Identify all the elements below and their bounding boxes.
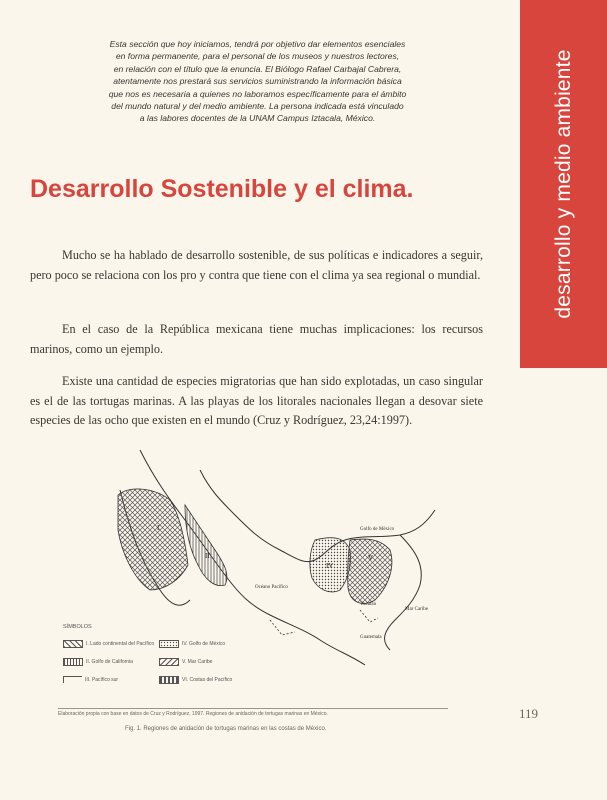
place-label: Golfo de México: [360, 527, 395, 532]
legend-title: SÍMBOLOS: [63, 624, 92, 630]
intro-line: en forma permanente, para el personal de los museos y nuestros lectores,: [115, 51, 400, 62]
region-label: IV: [326, 562, 334, 570]
legend-item: VI. Costas del Pacífico: [159, 676, 232, 684]
legend-item: III. Pacífico sur: [63, 676, 118, 683]
section-label: desarrollo y medio ambiente: [551, 49, 575, 319]
paragraph: [30, 246, 483, 285]
intro-line: Esta sección que hoy iniciamos, tendrá por objetivo dar elementos esenciales: [109, 39, 406, 49]
region-label: V: [368, 554, 374, 562]
footnote-rule: [58, 708, 448, 709]
place-label: Yucatán: [360, 602, 377, 607]
map-source: Elaboración propia con base en datos de Cruz y Rodríguez, 1997. Regiones de anidación de tortugas marinas en México.: [58, 711, 328, 717]
intro-line: atentamente nos prestará sus servicios suministrando la información básica: [113, 76, 402, 87]
legend-item: V. Mar Caribe: [159, 658, 212, 666]
region-label: I: [157, 524, 160, 532]
paragraph: [30, 372, 483, 431]
paragraph-text: Mucho se ha hablado de desarrollo sostenible, de sus políticas e indicadores a seguir, pero poco se relaciona con los pro y contra que tiene con el clima ya sea regional o mundial.: [30, 248, 483, 282]
place-label: Guatemala: [360, 635, 382, 640]
legend-item: I. Lado continental del Pacífico: [63, 640, 154, 648]
intro-text: [60, 38, 455, 125]
region-label: II: [205, 552, 210, 560]
paragraph: [30, 320, 483, 359]
paragraph-text: Existe una cantidad de especies migratorias que han sido explotadas, un caso singular es el de las tortugas marinas. A las playas de los litorales nacionales llegan a desovar siete especies de las ocho que existen en el mundo (Cruz y Rodríguez, 23,24:1997).: [30, 374, 483, 427]
intro-line: que nos es necesaria a quienes no laboramos específicamente para el ámbito: [108, 88, 407, 99]
place-label: Océano Pacífico: [255, 585, 288, 590]
place-label: Mar Caribe: [405, 607, 428, 612]
paragraph-text: En el caso de la República mexicana tiene muchas implicaciones: los recursos marinos, como un ejemplo.: [30, 322, 483, 356]
region-i: [118, 489, 188, 590]
intro-line: del mundo natural y del medio ambiente. La persona indicada está vinculado: [111, 101, 404, 112]
article-title: Desarrollo Sostenible y el clima.: [30, 175, 414, 203]
region-v: [348, 539, 392, 604]
region-ii: [185, 505, 227, 586]
intro-line: a las labores docentes de la UNAM Campus Iztacala, México.: [139, 113, 376, 124]
intro-line: en relación con el título que la enuncia. El Biólogo Rafael Carbajal Cabrera,: [113, 63, 402, 74]
legend-item: II. Golfo de California: [63, 658, 133, 666]
section-side-band: [520, 0, 607, 368]
legend-item: IV. Golfo de México: [159, 640, 225, 648]
page-number: 119: [519, 706, 539, 721]
figure-caption: Fig. 1. Regiones de anidación de tortugas marinas en las costas de México.: [125, 726, 327, 732]
